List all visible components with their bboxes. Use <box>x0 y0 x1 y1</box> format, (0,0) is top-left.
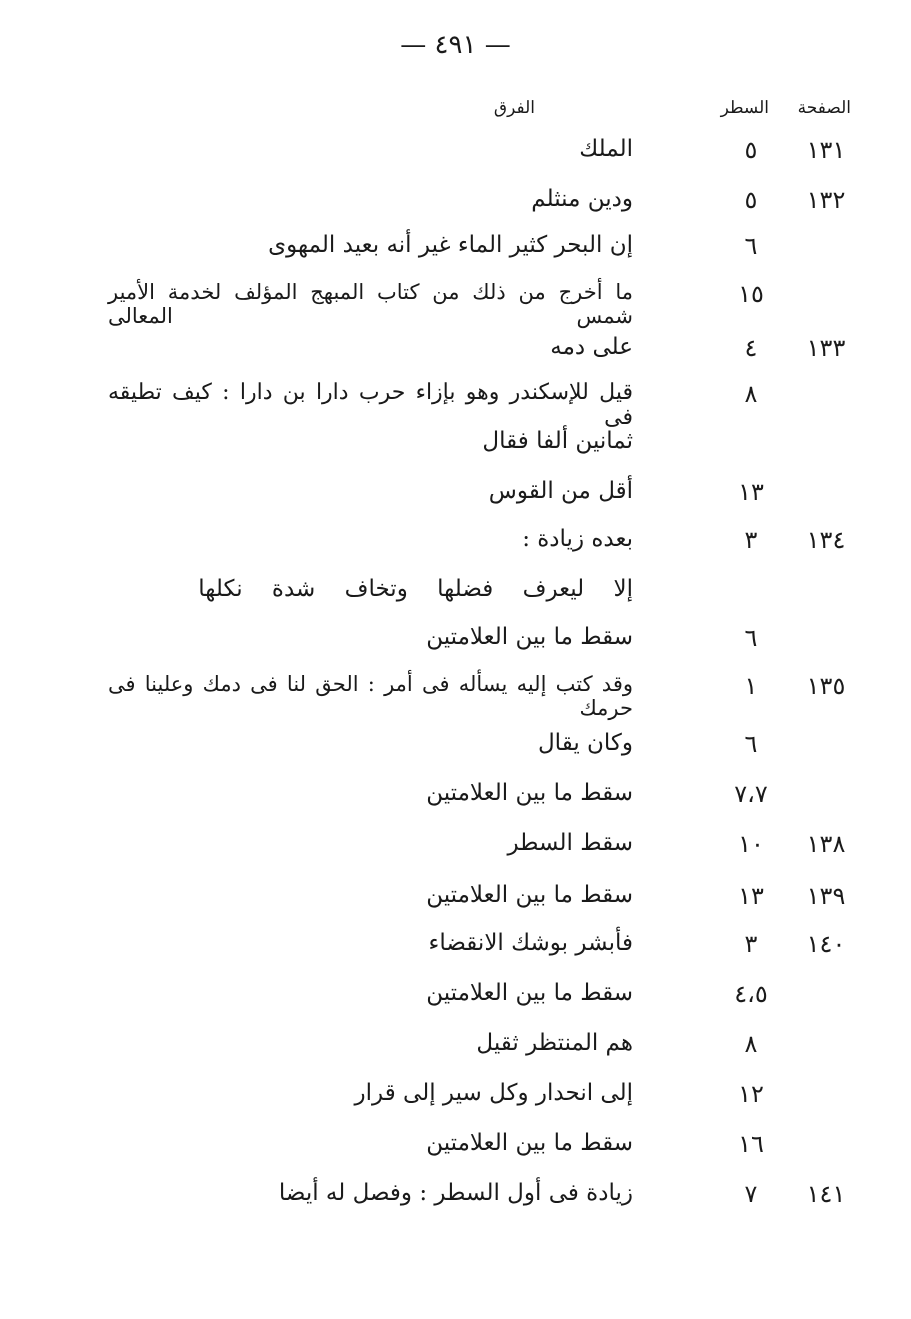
line-cell: ٣ <box>744 930 758 958</box>
difference-cell: على دمه <box>550 334 633 360</box>
line-cell: ٨ <box>744 380 758 408</box>
line-cell: ٦ <box>744 730 758 758</box>
table-row <box>0 136 911 176</box>
difference-cell: إلا ليعرف فضلها وتخاف شدة نكلها <box>198 576 633 602</box>
difference-cell: قيل للإسكندر وهو بإزاء حرب دارا بن دارا : كيف تطيقه فى <box>108 380 633 430</box>
table-row <box>0 232 911 272</box>
line-cell: ١٣ <box>738 882 764 910</box>
header-line: السطر <box>720 98 769 118</box>
table-row <box>0 1130 911 1170</box>
table-row <box>0 186 911 226</box>
page-cell: ١٣٢ <box>806 186 846 214</box>
difference-cell: وكان يقال <box>537 730 633 756</box>
table-row <box>0 624 911 664</box>
table-row <box>0 478 911 518</box>
difference-cell: ثمانين ألفا فقال <box>482 428 633 454</box>
table-row <box>0 672 911 720</box>
page-cell: ١٣٩ <box>806 882 846 910</box>
table-row <box>0 882 911 922</box>
page-cell: ١٣٥ <box>806 672 846 700</box>
line-cell: ١٠ <box>738 830 764 858</box>
difference-cell: وقد كتب إليه يسأله فى أمر : الحق لنا فى دمك وعلينا فى حرمك <box>108 672 633 720</box>
difference-cell: هم المنتظر ثقيل <box>476 1030 633 1056</box>
header-page: الصفحة <box>797 98 851 118</box>
page-cell: ١٤٠ <box>806 930 846 958</box>
line-cell: ١٣ <box>738 478 764 506</box>
table-row <box>0 980 911 1020</box>
difference-cell: سقط السطر <box>507 830 633 856</box>
difference-cell: سقط ما بين العلامتين <box>426 780 633 806</box>
difference-cell: إلى انحدار وكل سير إلى قرار <box>354 1080 633 1106</box>
difference-cell: الملك <box>579 136 633 162</box>
line-cell: ١٥ <box>738 280 764 308</box>
table-row <box>0 1080 911 1120</box>
page-cell: ١٣١ <box>806 136 846 164</box>
difference-cell: إن البحر كثير الماء غير أنه بعيد المهوى <box>268 232 633 258</box>
line-cell: ١ <box>744 672 758 700</box>
difference-cell: سقط ما بين العلامتين <box>426 1130 633 1156</box>
table-row <box>0 1180 911 1220</box>
difference-cell: ما أخرج من ذلك من كتاب المبهج المؤلف لخدمة الأمير شمس المعالى <box>108 280 633 328</box>
line-cell: ٧،٧ <box>734 780 768 808</box>
table-row <box>0 280 911 328</box>
line-cell: ١٦ <box>738 1130 764 1158</box>
table-row <box>0 576 911 616</box>
difference-cell: زيادة فى أول السطر : وفصل له أيضا <box>278 1180 633 1206</box>
line-cell: ٣ <box>744 526 758 554</box>
table-row <box>0 730 911 770</box>
difference-cell: سقط ما بين العلامتين <box>426 882 633 908</box>
line-cell: ٦ <box>744 624 758 652</box>
line-cell: ٤،٥ <box>734 980 768 1008</box>
line-cell: ٤ <box>744 334 758 362</box>
header-difference: الفرق <box>493 98 535 118</box>
page-cell: ١٣٤ <box>806 526 846 554</box>
difference-cell: أقل من القوس <box>488 478 633 504</box>
page-cell: ١٣٣ <box>806 334 846 362</box>
line-cell: ٥ <box>744 136 758 164</box>
line-cell: ٧ <box>744 1180 758 1208</box>
difference-cell: سقط ما بين العلامتين <box>426 980 633 1006</box>
table-row <box>0 1030 911 1070</box>
difference-cell: ودين منثلم <box>531 186 633 212</box>
line-cell: ٨ <box>744 1030 758 1058</box>
difference-cell: فأبشر بوشك الانقضاء <box>428 930 633 956</box>
page-cell: ١٤١ <box>806 1180 846 1208</box>
table-row <box>0 780 911 820</box>
table-row <box>0 526 911 566</box>
table-row <box>0 830 911 870</box>
line-cell: ٥ <box>744 186 758 214</box>
difference-cell: سقط ما بين العلامتين <box>426 624 633 650</box>
table-row <box>0 334 911 374</box>
page-number: — ٤٩١ — <box>400 30 511 60</box>
table-row <box>0 930 911 970</box>
difference-cell: بعده زيادة : <box>522 526 633 552</box>
table-row <box>0 380 911 430</box>
page-cell: ١٣٨ <box>806 830 846 858</box>
line-cell: ١٢ <box>738 1080 764 1108</box>
table-row <box>0 428 911 468</box>
line-cell: ٦ <box>744 232 758 260</box>
